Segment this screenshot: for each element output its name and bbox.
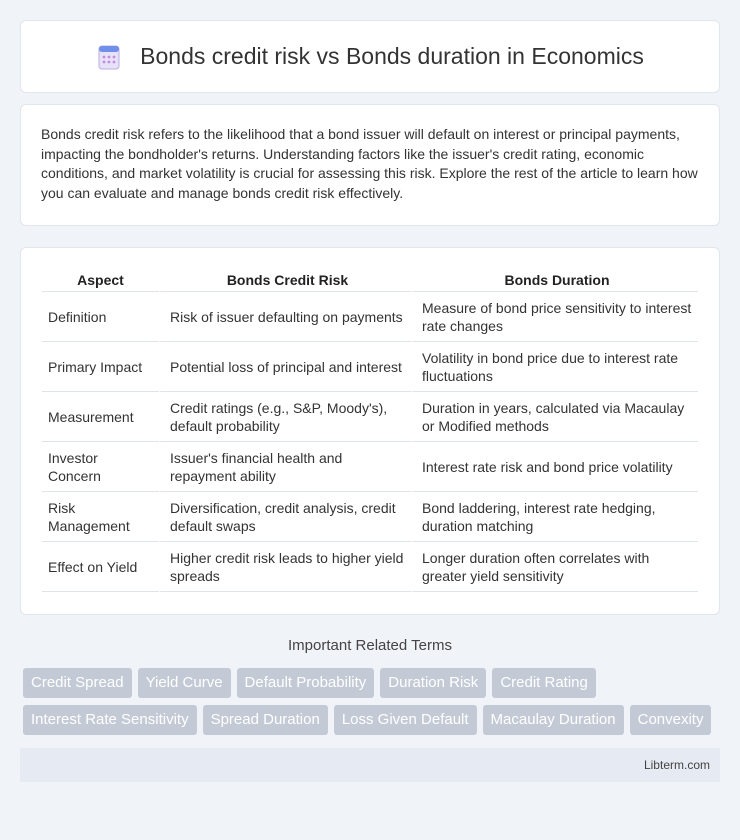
- document-icon: [96, 44, 122, 70]
- tag-duration-risk[interactable]: Duration Risk: [380, 668, 486, 698]
- row-credit-risk: Credit ratings (e.g., S&P, Moody's), default probability: [159, 392, 411, 442]
- row-credit-risk: Potential loss of principal and interest: [159, 342, 411, 392]
- row-credit-risk: Risk of issuer defaulting on payments: [159, 292, 411, 342]
- row-duration: Bond laddering, interest rate hedging, duration matching: [411, 492, 698, 542]
- page-title: Bonds credit risk vs Bonds duration in Economics: [140, 43, 644, 69]
- row-credit-risk: Issuer's financial health and repayment ability: [159, 442, 411, 492]
- row-duration: Longer duration often correlates with greater yield sensitivity: [411, 542, 698, 592]
- tag-interest-rate-sensitivity[interactable]: Interest Rate Sensitivity: [23, 705, 197, 735]
- row-aspect: Risk Management: [42, 492, 159, 542]
- table-row: [42, 392, 698, 442]
- row-aspect: Effect on Yield: [42, 542, 159, 592]
- table-row: [42, 442, 698, 492]
- footer-site-link[interactable]: Libterm.com: [643, 758, 710, 772]
- table-header-row: [42, 268, 698, 292]
- tag-convexity[interactable]: Convexity: [630, 705, 712, 735]
- row-duration: Measure of bond price sensitivity to interest rate changes: [411, 292, 698, 342]
- table-row: [42, 342, 698, 392]
- row-duration: Duration in years, calculated via Macaulay or Modified methods: [411, 392, 698, 442]
- tag-spread-duration[interactable]: Spread Duration: [203, 705, 328, 735]
- tag-credit-rating[interactable]: Credit Rating: [492, 668, 596, 698]
- title-card: [20, 20, 720, 93]
- tag-yield-curve[interactable]: Yield Curve: [138, 668, 231, 698]
- related-terms-list: [23, 668, 720, 735]
- row-aspect: Investor Concern: [42, 442, 159, 492]
- row-credit-risk: Higher credit risk leads to higher yield spreads: [159, 542, 411, 592]
- tag-credit-spread[interactable]: Credit Spread: [23, 668, 132, 698]
- row-credit-risk: Diversification, credit analysis, credit default swaps: [159, 492, 411, 542]
- table-row: [42, 292, 698, 342]
- table-row: [42, 492, 698, 542]
- comparison-table-card: [20, 247, 720, 615]
- row-duration: Volatility in bond price due to interest rate fluctuations: [411, 342, 698, 392]
- tag-loss-given-default[interactable]: Loss Given Default: [334, 705, 477, 735]
- table-row: [42, 542, 698, 592]
- tag-default-probability[interactable]: Default Probability: [237, 668, 375, 698]
- header-aspect: Aspect: [42, 268, 159, 292]
- related-terms-title: Important Related Terms: [288, 637, 452, 654]
- footer: [20, 748, 720, 782]
- row-duration: Interest rate risk and bond price volatility: [411, 442, 698, 492]
- header-duration: Bonds Duration: [411, 268, 698, 292]
- header-credit-risk: Bonds Credit Risk: [159, 268, 411, 292]
- comparison-table: [42, 268, 698, 592]
- row-aspect: Primary Impact: [42, 342, 159, 392]
- row-aspect: Measurement: [42, 392, 159, 442]
- intro-card: [20, 104, 720, 226]
- tag-macaulay-duration[interactable]: Macaulay Duration: [483, 705, 624, 735]
- intro-text: Bonds credit risk refers to the likelihood that a bond issuer will default on interest or principal payments, impacting the bondholder's returns. Understanding factors like the issuer's credit rating, economic conditions, and market volatility is crucial for assessing this risk. Explore the rest of the article to learn how you can evaluate and manage bonds credit risk effectively.: [41, 126, 698, 201]
- row-aspect: Definition: [42, 292, 159, 342]
